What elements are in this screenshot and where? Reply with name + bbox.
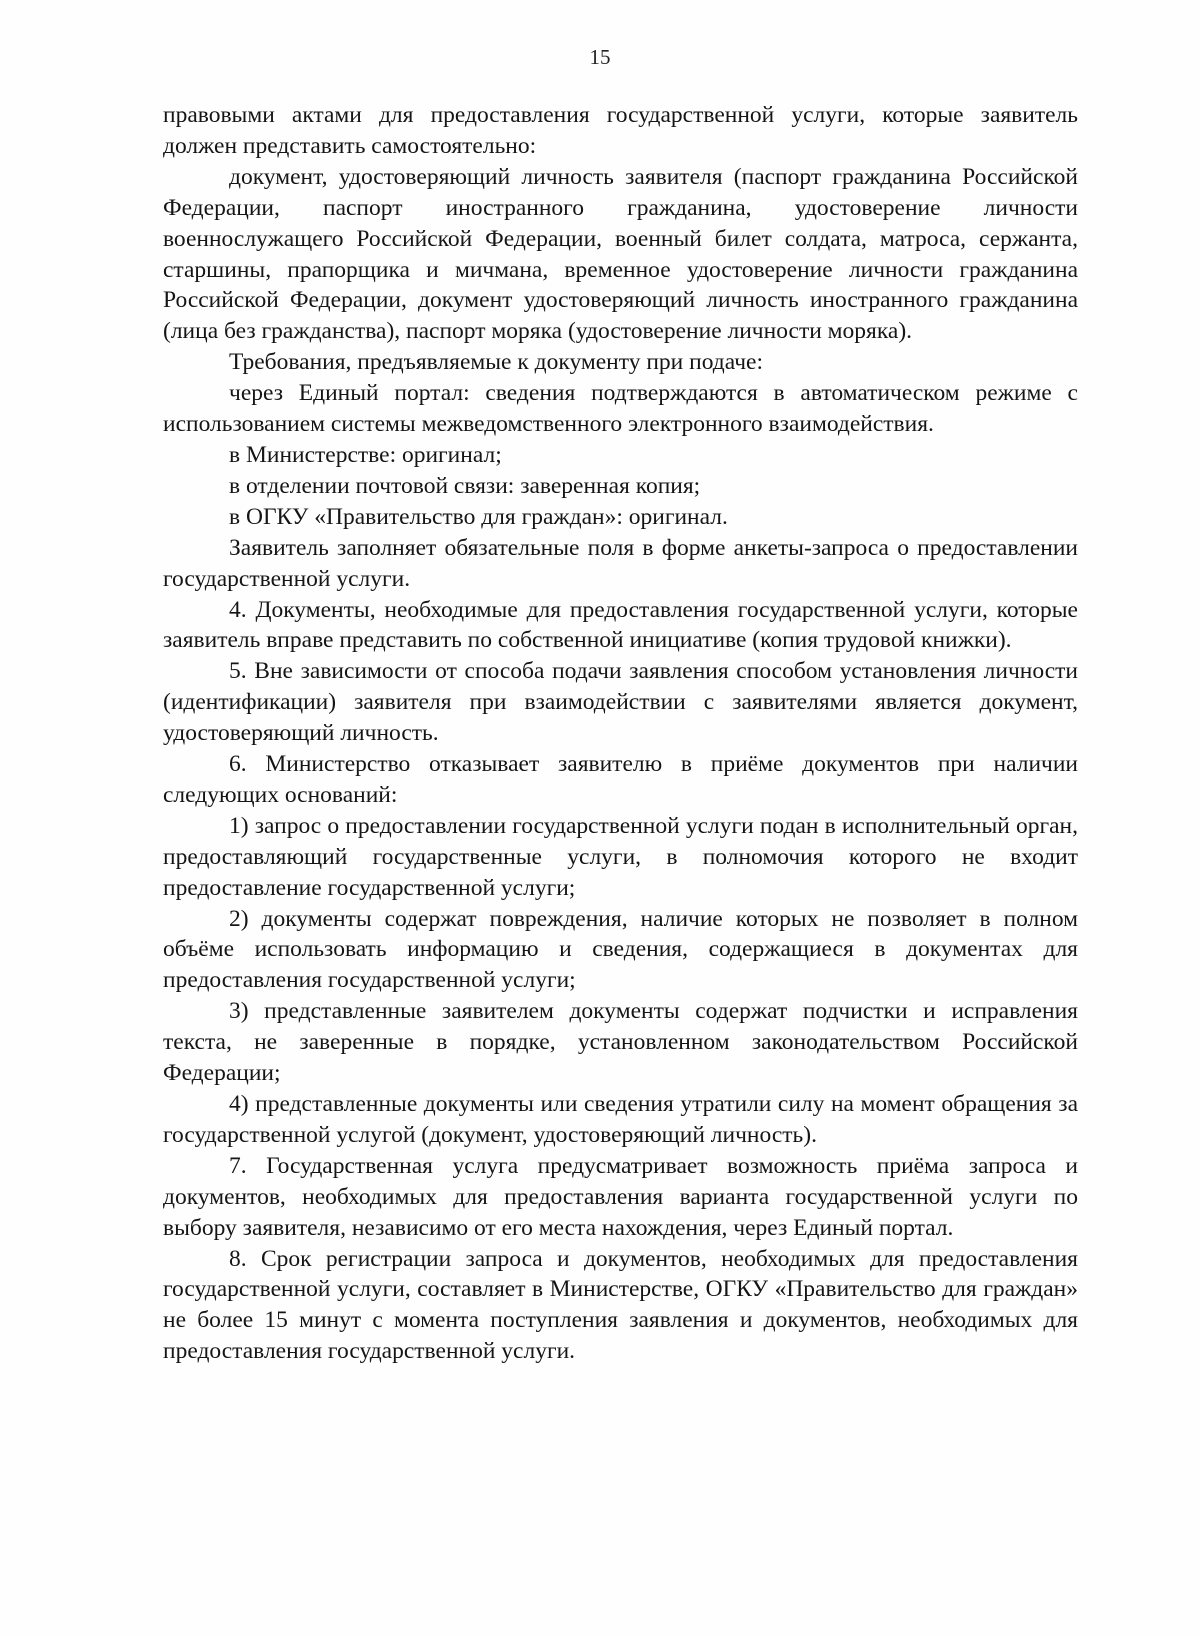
paragraph-identity-documents: документ, удостоверяющий личность заявителя (паспорт гражданина Российской Федерации, паспорт иностранного гражданина, удостоверение личности военнослужащего Российской Федерации, военный билет солдата, матроса, сержанта, старшины, прапорщика и мичмана, временное удостоверение личности гражданина Российской Федерации, документ удостоверяющий личность иностранного гражданина (лица без гражданства), паспорт моряка (удостоверение личности моряка). bbox=[163, 163, 1078, 345]
paragraph-subitem-3: 3) представленные заявителем документы содержат подчистки и исправления текста, не заверенные в порядке, установленном законодательством Российской Федерации; bbox=[163, 998, 1078, 1087]
paragraph-post-office: в отделении почтовой связи: заверенная копия; bbox=[229, 472, 701, 499]
paragraph-item-6: 6. Министерство отказывает заявителю в приёме документов при наличии следующих оснований: bbox=[163, 751, 1078, 808]
paragraph-applicant-form: Заявитель заполняет обязательные поля в форме анкеты-запроса о предоставлении государственной услуги. bbox=[163, 534, 1078, 592]
paragraph-item-5: 5. Вне зависимости от способа подачи заявления способом установления личности (идентификации) заявителя при взаимодействии с заявителями является документ, удостоверяющий личность. bbox=[163, 658, 1078, 747]
paragraph-item-8: 8. Срок регистрации запроса и документов, необходимых для предоставления государственной услуги, составляет в Министерстве, ОГКУ «Правительство для граждан» не более 15 минут с момента поступления заявления и документов, необходимых для предоставления государственной услуги. bbox=[163, 1245, 1078, 1365]
paragraph-item-4: 4. Документы, необходимые для предоставления государственной услуги, которые заявитель вправе представить по собственной инициативе (копия трудовой книжки). bbox=[163, 596, 1078, 654]
paragraph-ogku: в ОГКУ «Правительство для граждан»: оригинал. bbox=[229, 503, 728, 530]
paragraph-ministry: в Министерстве: оригинал; bbox=[229, 441, 502, 468]
paragraph-continuation: правовыми актами для предоставления государственной услуги, которые заявитель должен представить самостоятельно: bbox=[163, 102, 1078, 159]
paragraph-requirements-heading: Требования, предъявляемые к документу при подаче: bbox=[229, 349, 763, 376]
paragraph-single-portal: через Единый портал: сведения подтверждаются в автоматическом режиме с использованием системы межведомственного электронного взаимодействия. bbox=[163, 380, 1078, 438]
paragraph-subitem-4: 4) представленные документы или сведения утратили силу на момент обращения за государственной услугой (документ, удостоверяющий личность). bbox=[163, 1091, 1078, 1148]
paragraph-subitem-1: 1) запрос о предоставлении государственной услуги подан в исполнительный орган, предоставляющий государственные услуги, в полномочия которого не входит предоставление государственной услуги; bbox=[163, 812, 1078, 901]
document-body bbox=[163, 100, 1078, 1367]
page-number: 15 bbox=[589, 45, 611, 69]
paragraph-item-7: 7. Государственная услуга предусматривает возможность приёма запроса и документов, необходимых для предоставления варианта государственной услуги по выбору заявителя, независимо от его места нахождения, через Единый портал. bbox=[163, 1152, 1078, 1241]
paragraph-subitem-2: 2) документы содержат повреждения, наличие которых не позволяет в полном объёме использовать информацию и сведения, содержащиеся в документах для предоставления государственной услуги; bbox=[163, 905, 1078, 994]
